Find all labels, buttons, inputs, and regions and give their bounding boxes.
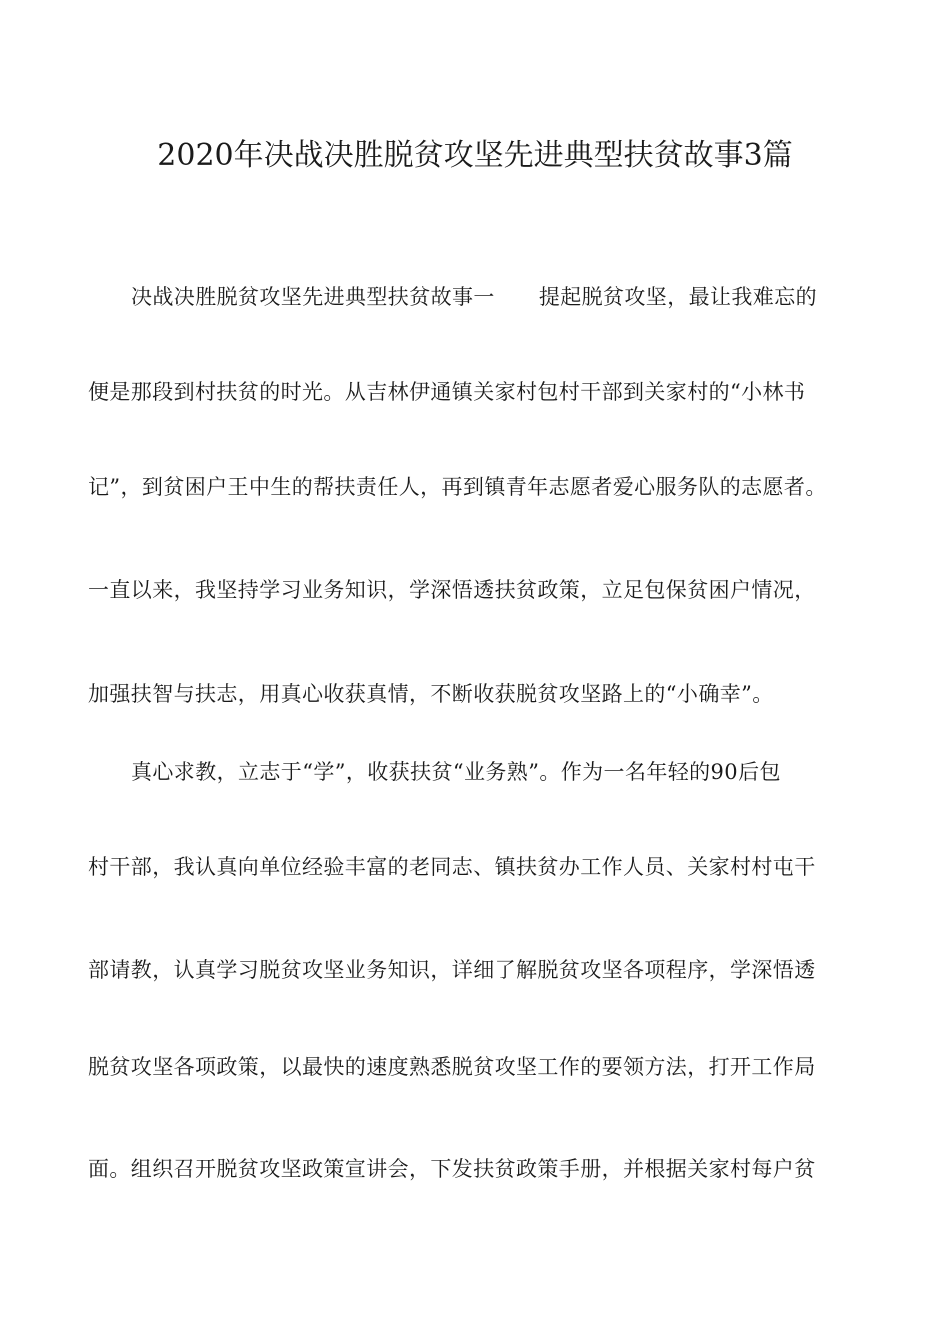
document-title: 2020年决战决胜脱贫攻坚先进典型扶贫故事3篇 [157,138,793,173]
paragraph-line-10: 面。组织召开脱贫攻坚政策宣讲会，下发扶贫政策手册，并根据关家村每户贫 [88,1157,816,1181]
paragraph-line-7: 村干部，我认真向单位经验丰富的老同志、镇扶贫办工作人员、关家村村屯干 [88,855,816,879]
paragraph-text: 提起脱贫攻坚，最让我难忘的 [538,285,818,309]
paragraph-line-5: 加强扶智与扶志，用真心收获真情，不断收获脱贫攻坚路上的“小确幸”。 [88,682,774,706]
paragraph-line-2: 便是那段到村扶贫的时光。从吉林伊通镇关家村包村干部到关家村的“小林书 [88,380,806,404]
paragraph-line-3: 记”，到贫困户王中生的帮扶责任人，再到镇青年志愿者爱心服务队的志愿者。 [88,475,827,499]
paragraph-line-6: 真心求教，立志于“学”，收获扶贫“业务熟”。作为一名年轻的90后包 [131,760,781,784]
paragraph-line-8: 部请教，认真学习脱贫攻坚业务知识，详细了解脱贫攻坚各项程序，学深悟透 [88,958,816,982]
story-heading: 决战决胜脱贫攻坚先进典型扶贫故事一 [131,285,495,309]
paragraph-line-9: 脱贫攻坚各项政策，以最快的速度熟悉脱贫攻坚工作的要领方法，打开工作局 [88,1055,816,1079]
paragraph-line-4: 一直以来，我坚持学习业务知识，学深悟透扶贫政策，立足包保贫困户情况， [88,578,816,602]
paragraph-line-1 [131,281,911,311]
